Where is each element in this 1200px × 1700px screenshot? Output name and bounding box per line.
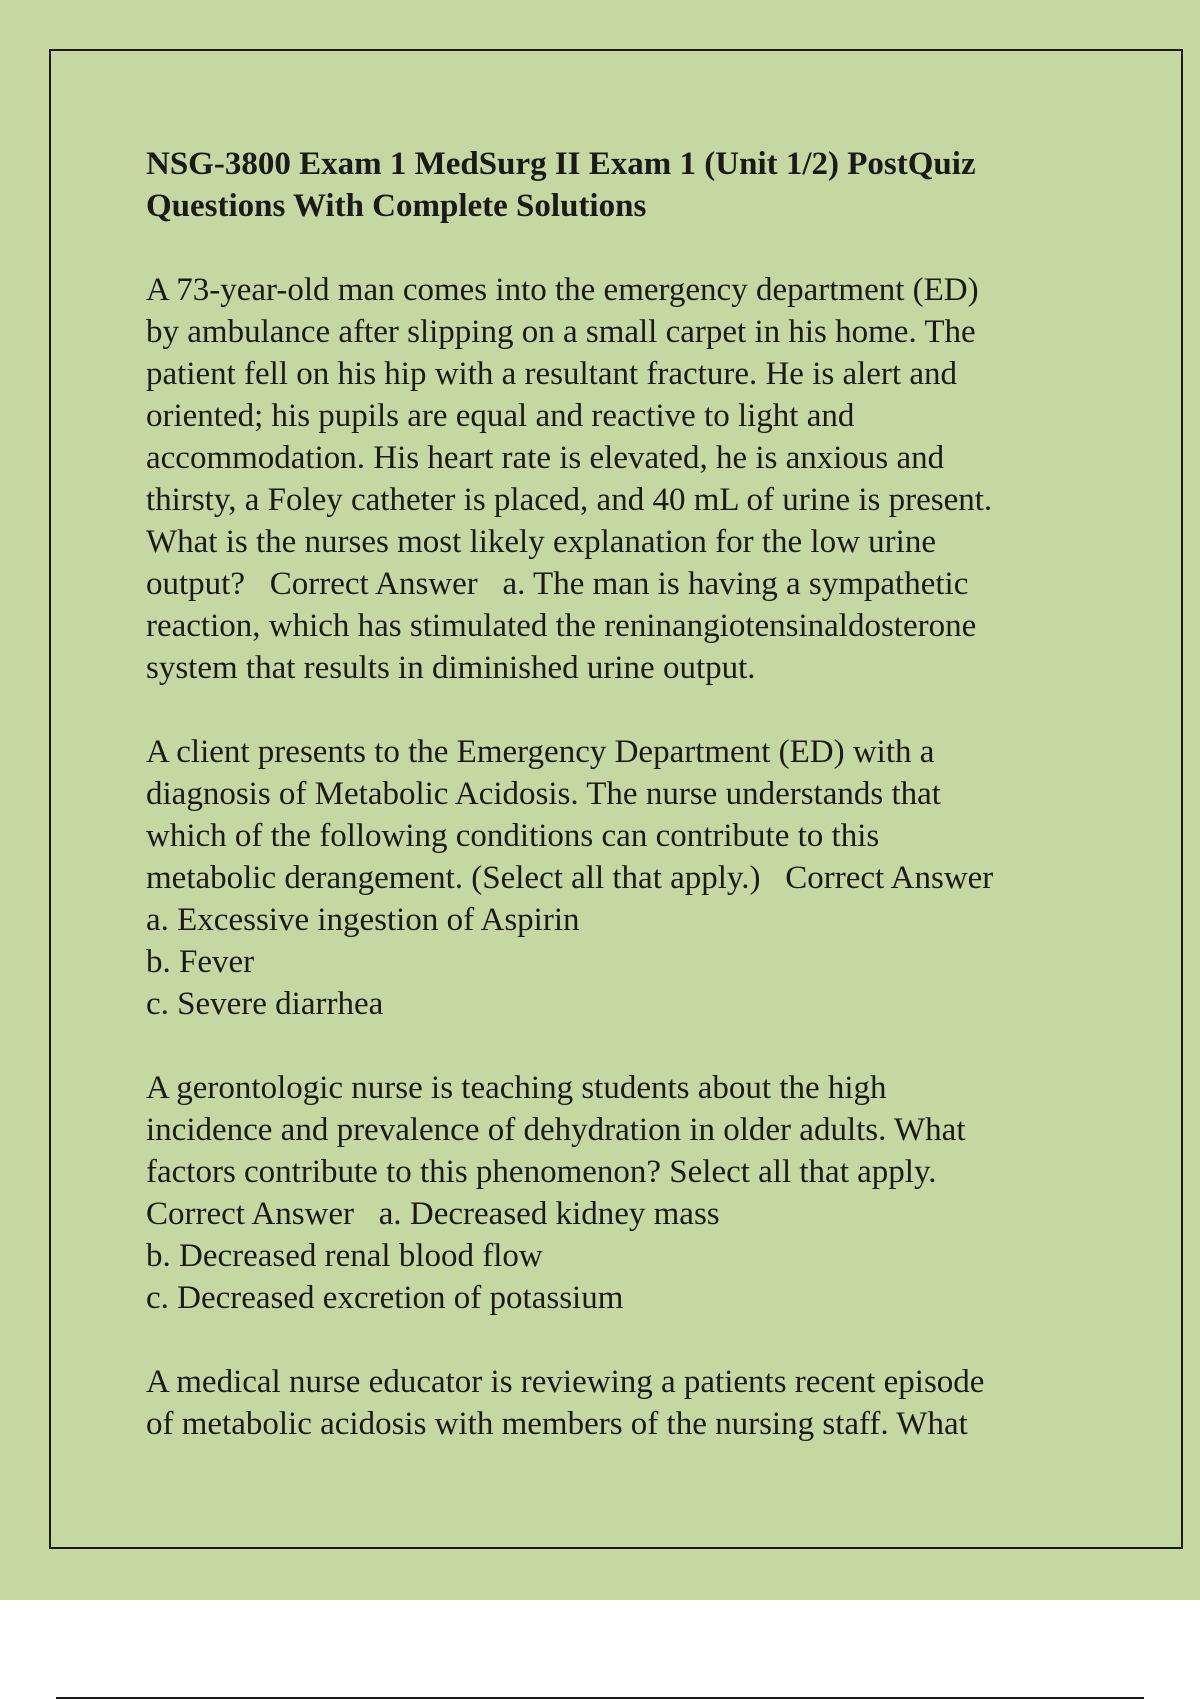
question-block-3 xyxy=(146,1067,1096,1319)
answer-line: c. Decreased excretion of potassium xyxy=(146,1280,624,1316)
document-title xyxy=(146,143,1096,227)
answer-line: c. Severe diarrhea xyxy=(146,986,384,1022)
answer-line: b. Decreased renal blood flow xyxy=(146,1238,543,1274)
question-line: thirsty, a Foley catheter is placed, and 40 mL of urine is present. xyxy=(146,482,993,518)
document-content xyxy=(146,143,1096,1487)
question-line: factors contribute to this phenomenon? Select all that apply. xyxy=(146,1154,937,1190)
question-line: A client presents to the Emergency Department (ED) with a xyxy=(146,734,935,770)
title-line: Questions With Complete Solutions xyxy=(146,188,647,224)
question-line: metabolic derangement. (Select all that apply.) Correct Answer xyxy=(146,860,994,896)
question-line: of metabolic acidosis with members of the nursing staff. What xyxy=(146,1406,968,1442)
question-line: by ambulance after slipping on a small carpet in his home. The xyxy=(146,314,976,350)
question-line: A gerontologic nurse is teaching students about the high xyxy=(146,1070,887,1106)
question-line: oriented; his pupils are equal and reactive to light and xyxy=(146,398,855,434)
answer-line: b. Fever xyxy=(146,944,255,980)
question-line: accommodation. His heart rate is elevated, he is anxious and xyxy=(146,440,945,476)
question-line: which of the following conditions can contribute to this xyxy=(146,818,880,854)
question-block-1 xyxy=(146,269,1096,689)
question-line: output? Correct Answer a. The man is having a sympathetic xyxy=(146,566,969,602)
answer-line: a. Excessive ingestion of Aspirin xyxy=(146,902,580,938)
question-line: What is the nurses most likely explanation for the low urine xyxy=(146,524,936,560)
answer-line: Correct Answer a. Decreased kidney mass xyxy=(146,1196,720,1232)
title-line: NSG-3800 Exam 1 MedSurg II Exam 1 (Unit 1/2) PostQuiz xyxy=(146,146,976,182)
answer-line: reaction, which has stimulated the reninangiotensinaldosterone xyxy=(146,608,977,644)
question-line: diagnosis of Metabolic Acidosis. The nurse understands that xyxy=(146,776,941,812)
question-block-4 xyxy=(146,1361,1096,1445)
answer-line: system that results in diminished urine output. xyxy=(146,650,756,686)
question-line: A medical nurse educator is reviewing a patients recent episode xyxy=(146,1364,985,1400)
footer-rule xyxy=(56,1697,1144,1699)
question-line: A 73-year-old man comes into the emergency department (ED) xyxy=(146,272,979,308)
question-line: patient fell on his hip with a resultant fracture. He is alert and xyxy=(146,356,957,392)
question-block-2 xyxy=(146,731,1096,1025)
question-line: incidence and prevalence of dehydration in older adults. What xyxy=(146,1112,966,1148)
